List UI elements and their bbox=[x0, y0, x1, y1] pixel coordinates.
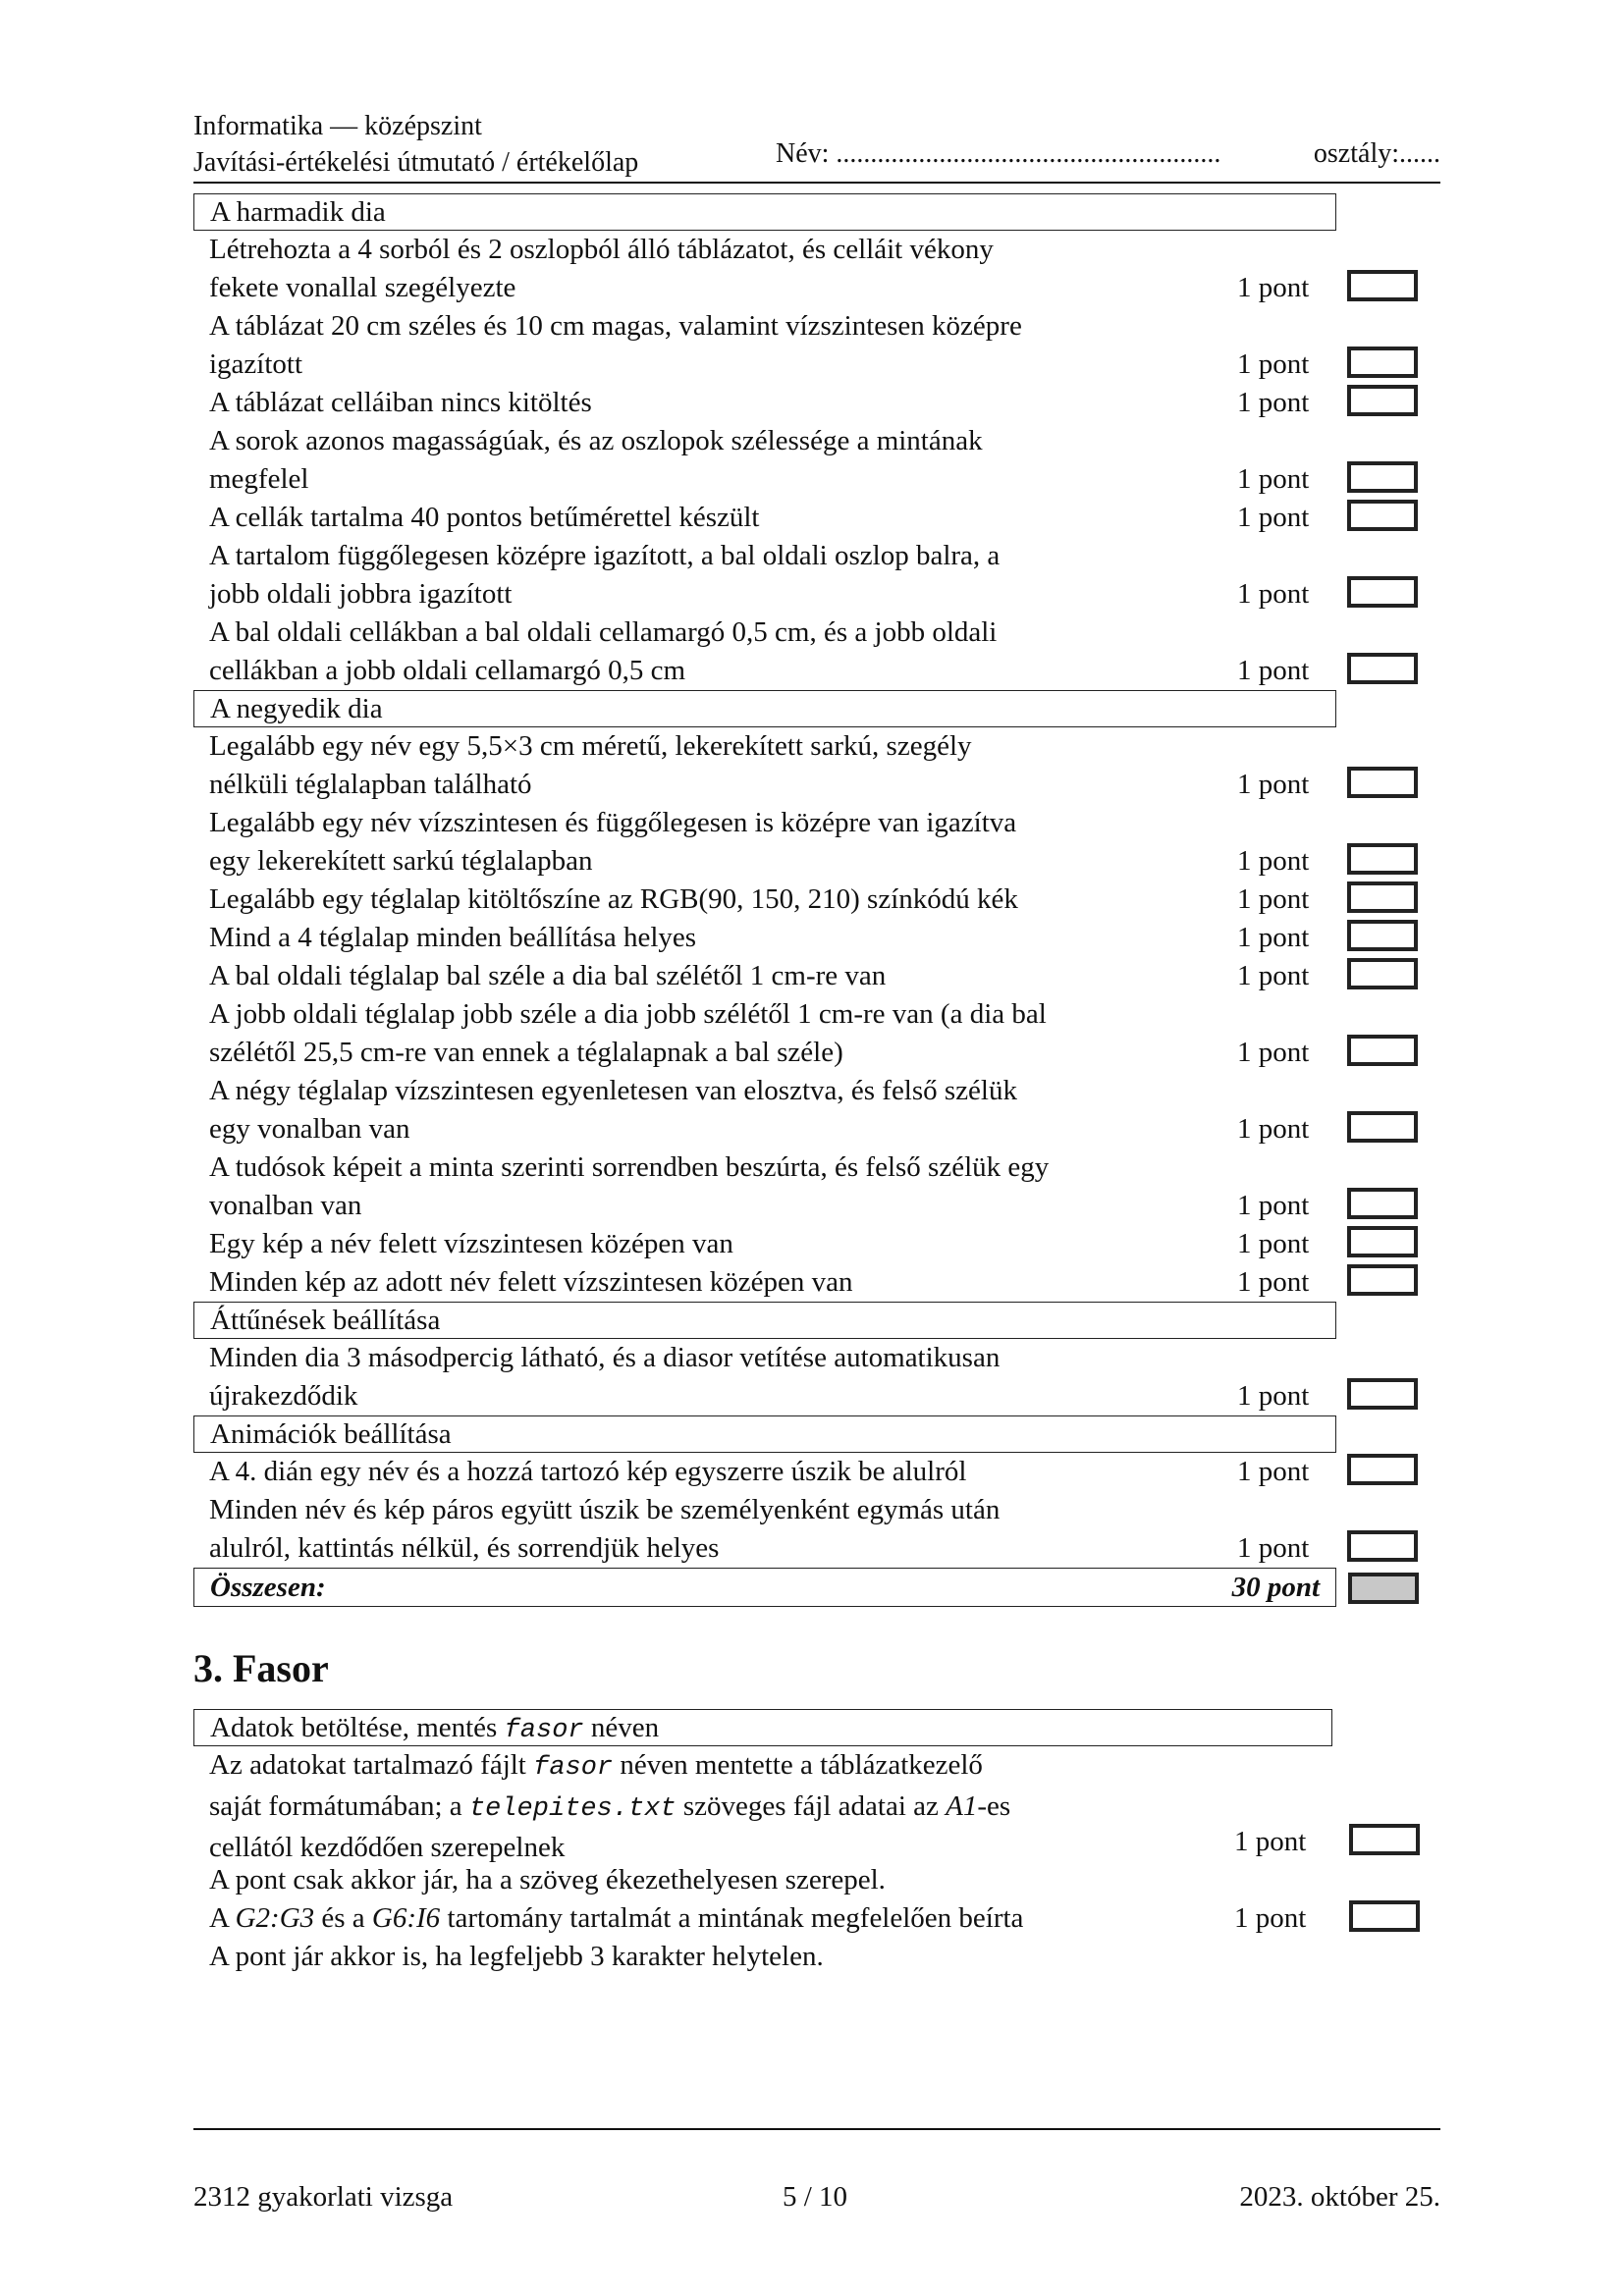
score-box[interactable] bbox=[1347, 920, 1418, 951]
criterion-text: vonalban van bbox=[209, 1190, 362, 1221]
score-box[interactable] bbox=[1347, 881, 1418, 913]
section-title: Animációk beállítása bbox=[193, 1415, 1336, 1453]
criterion-text: A táblázat 20 cm széles és 10 cm magas, valamint vízszintesen középre bbox=[209, 310, 1022, 342]
class-field: osztály:...... bbox=[1313, 138, 1440, 169]
points-label: 1 pont bbox=[1237, 769, 1310, 800]
criterion-text: Minden kép az adott név felett vízszintesen középen van bbox=[209, 1266, 853, 1298]
criterion-text: igazított bbox=[209, 348, 303, 380]
criterion-text: alulról, kattintás nélkül, és sorrendjük helyes bbox=[209, 1532, 720, 1564]
task-heading: 3. Fasor bbox=[193, 1646, 329, 1690]
criterion-text: A tudósok képeit a minta szerinti sorrendben beszúrta, és felső szélük egy bbox=[209, 1151, 1050, 1183]
score-box[interactable] bbox=[1347, 347, 1418, 378]
criterion-row bbox=[193, 499, 1310, 537]
criterion-row bbox=[193, 384, 1310, 422]
score-box[interactable] bbox=[1347, 958, 1418, 989]
footer-divider bbox=[193, 2128, 1440, 2130]
points-label: 1 pont bbox=[1234, 1902, 1307, 1934]
points-label: 1 pont bbox=[1237, 1532, 1310, 1564]
criterion-note: A pont csak akkor jár, ha a szöveg ékezethelyesen szerepel. bbox=[209, 1864, 886, 1896]
points-label: 1 pont bbox=[1237, 922, 1310, 953]
criterion-row bbox=[193, 1453, 1310, 1491]
points-label: 1 pont bbox=[1237, 1113, 1310, 1145]
points-label: 1 pont bbox=[1237, 387, 1310, 418]
total-points: 30 pont bbox=[1231, 1572, 1320, 1603]
criterion-row bbox=[193, 919, 1310, 957]
scoring-table bbox=[193, 193, 1440, 1607]
points-label: 1 pont bbox=[1237, 502, 1310, 533]
criterion-row bbox=[193, 307, 1310, 384]
exam-code: 2312 gyakorlati vizsga bbox=[193, 2181, 454, 2213]
score-box[interactable] bbox=[1347, 1035, 1418, 1066]
criterion-text: megfelel bbox=[209, 463, 309, 495]
score-box[interactable] bbox=[1347, 385, 1418, 416]
criterion-text: jobb oldali jobbra igazított bbox=[209, 578, 513, 610]
section-title: Áttűnések beállítása bbox=[193, 1302, 1336, 1339]
section-title: A harmadik dia bbox=[193, 193, 1336, 231]
name-field: Név: ........................................................ bbox=[776, 138, 1221, 169]
score-box[interactable] bbox=[1347, 270, 1418, 301]
section-title: Adatok betöltése, mentés fasor néven bbox=[193, 1709, 1332, 1746]
score-box[interactable] bbox=[1347, 1188, 1418, 1219]
header-divider bbox=[193, 182, 1440, 184]
total-row bbox=[193, 1568, 1336, 1607]
points-label: 1 pont bbox=[1237, 883, 1310, 915]
score-box[interactable] bbox=[1347, 576, 1418, 608]
criterion-row: A G2:G3 és a G6:I6 tartomány tartalmát a mintának megfelelően beírta 1 pont bbox=[193, 1899, 1238, 1938]
criterion-text: A 4. dián egy név és a hozzá tartozó kép egyszerre úszik be alulról bbox=[209, 1456, 967, 1487]
criterion-text: nélküli téglalapban található bbox=[209, 769, 532, 800]
score-box[interactable] bbox=[1347, 1264, 1418, 1296]
criterion-text: A táblázat celláiban nincs kitöltés bbox=[209, 387, 592, 418]
score-box[interactable] bbox=[1347, 767, 1418, 798]
criterion-text: cellákban a jobb oldali cellamargó 0,5 cm bbox=[209, 655, 686, 686]
points-label: 1 pont bbox=[1234, 1826, 1307, 1857]
criterion-row bbox=[193, 1148, 1310, 1225]
section-title: A negyedik dia bbox=[193, 690, 1336, 727]
points-label: 1 pont bbox=[1237, 960, 1310, 991]
score-box[interactable] bbox=[1347, 1530, 1418, 1562]
score-box[interactable] bbox=[1347, 1454, 1418, 1485]
points-label: 1 pont bbox=[1237, 1266, 1310, 1298]
criterion-row bbox=[193, 231, 1310, 307]
subject-title: Informatika — középszint bbox=[193, 111, 482, 141]
criterion-row bbox=[193, 957, 1310, 995]
criterion-row bbox=[193, 804, 1310, 881]
criterion-row bbox=[193, 1072, 1310, 1148]
criterion-text: egy lekerekített sarkú téglalapban bbox=[209, 845, 593, 877]
score-box[interactable] bbox=[1347, 1111, 1418, 1143]
criterion-row: Az adatokat tartalmazó fájlt fasor néven mentette a táblázatkezelő saját formátumában; a telepites.txt szöveges fájl adatai az A1-es cellától kezdődően szerepelnek 1 pont bbox=[193, 1746, 1238, 1861]
document-subtitle: Javítási-értékelési útmutató / értékelőlap bbox=[193, 147, 639, 178]
criterion-row bbox=[193, 537, 1310, 614]
criterion-text: A sorok azonos magasságúak, és az oszlopok szélessége a mintának bbox=[209, 425, 983, 456]
exam-date: 2023. október 25. bbox=[1239, 2181, 1440, 2213]
points-label: 1 pont bbox=[1237, 1190, 1310, 1221]
score-box[interactable] bbox=[1347, 500, 1418, 531]
points-label: 1 pont bbox=[1237, 1456, 1310, 1487]
points-label: 1 pont bbox=[1237, 463, 1310, 495]
task3-table bbox=[193, 1709, 1440, 1976]
score-box[interactable] bbox=[1347, 461, 1418, 493]
points-label: 1 pont bbox=[1237, 578, 1310, 610]
criterion-text: Legalább egy téglalap kitöltőszíne az RGB(90, 150, 210) színkódú kék bbox=[209, 883, 1018, 915]
criterion-text: Legalább egy név vízszintesen és függőlegesen is középre van igazítva bbox=[209, 807, 1017, 838]
points-label: 1 pont bbox=[1237, 272, 1310, 303]
score-box[interactable] bbox=[1347, 1226, 1418, 1257]
criterion-text: fekete vonallal szegélyezte bbox=[209, 272, 516, 303]
score-box[interactable] bbox=[1347, 1378, 1418, 1410]
criterion-row bbox=[193, 995, 1310, 1072]
criterion-text: Legalább egy név egy 5,5×3 cm méretű, lekerekített sarkú, szegély bbox=[209, 730, 972, 762]
criterion-row bbox=[193, 422, 1310, 499]
criterion-text: Egy kép a név felett vízszintesen középen van bbox=[209, 1228, 733, 1259]
criterion-note: A pont jár akkor is, ha legfeljebb 3 karakter helytelen. bbox=[209, 1941, 824, 1972]
criterion-row bbox=[193, 614, 1310, 690]
criterion-text: egy vonalban van bbox=[209, 1113, 410, 1145]
points-label: 1 pont bbox=[1237, 1037, 1310, 1068]
criterion-row bbox=[193, 1263, 1310, 1302]
page-header bbox=[193, 108, 1440, 183]
criterion-row bbox=[193, 1491, 1310, 1568]
criterion-text: A jobb oldali téglalap jobb széle a dia jobb szélétől 1 cm-re van (a dia bal bbox=[209, 998, 1047, 1030]
criterion-text: A bal oldali cellákban a bal oldali cellamargó 0,5 cm, és a jobb oldali bbox=[209, 616, 998, 648]
criterion-text: A négy téglalap vízszintesen egyenletesen van elosztva, és felső szélük bbox=[209, 1075, 1017, 1106]
criterion-text: A tartalom függőlegesen középre igazított, a bal oldali oszlop balra, a bbox=[209, 540, 1001, 571]
score-box[interactable] bbox=[1347, 843, 1418, 875]
points-label: 1 pont bbox=[1237, 1380, 1310, 1412]
criterion-text: szélétől 25,5 cm-re van ennek a téglalapnak a bal széle) bbox=[209, 1037, 843, 1068]
score-box[interactable] bbox=[1347, 653, 1418, 684]
criterion-text: A bal oldali téglalap bal széle a dia bal szélétől 1 cm-re van bbox=[209, 960, 887, 991]
page-number: 5 / 10 bbox=[783, 2181, 848, 2213]
criterion-text: Minden dia 3 másodpercig látható, és a diasor vetítése automatikusan bbox=[209, 1342, 1001, 1373]
points-label: 1 pont bbox=[1237, 1228, 1310, 1259]
criterion-text: Mind a 4 téglalap minden beállítása helyes bbox=[209, 922, 697, 953]
points-label: 1 pont bbox=[1237, 845, 1310, 877]
criterion-text: Létrehozta a 4 sorból és 2 oszlopból álló táblázatot, és celláit vékony bbox=[209, 234, 994, 265]
criterion-row bbox=[193, 1225, 1310, 1263]
score-box[interactable] bbox=[1349, 1824, 1420, 1855]
total-label: Összesen: bbox=[210, 1572, 326, 1603]
criterion-text: Minden név és kép páros együtt úszik be személyenként egymás után bbox=[209, 1494, 1001, 1525]
criterion-row bbox=[193, 727, 1310, 804]
total-score-box bbox=[1348, 1573, 1419, 1604]
criterion-row bbox=[193, 881, 1310, 919]
score-box[interactable] bbox=[1349, 1900, 1420, 1932]
points-label: 1 pont bbox=[1237, 348, 1310, 380]
points-label: 1 pont bbox=[1237, 655, 1310, 686]
criterion-row bbox=[193, 1339, 1310, 1415]
criterion-text: A cellák tartalma 40 pontos betűmérettel készült bbox=[209, 502, 760, 533]
criterion-text: újrakezdődik bbox=[209, 1380, 358, 1412]
